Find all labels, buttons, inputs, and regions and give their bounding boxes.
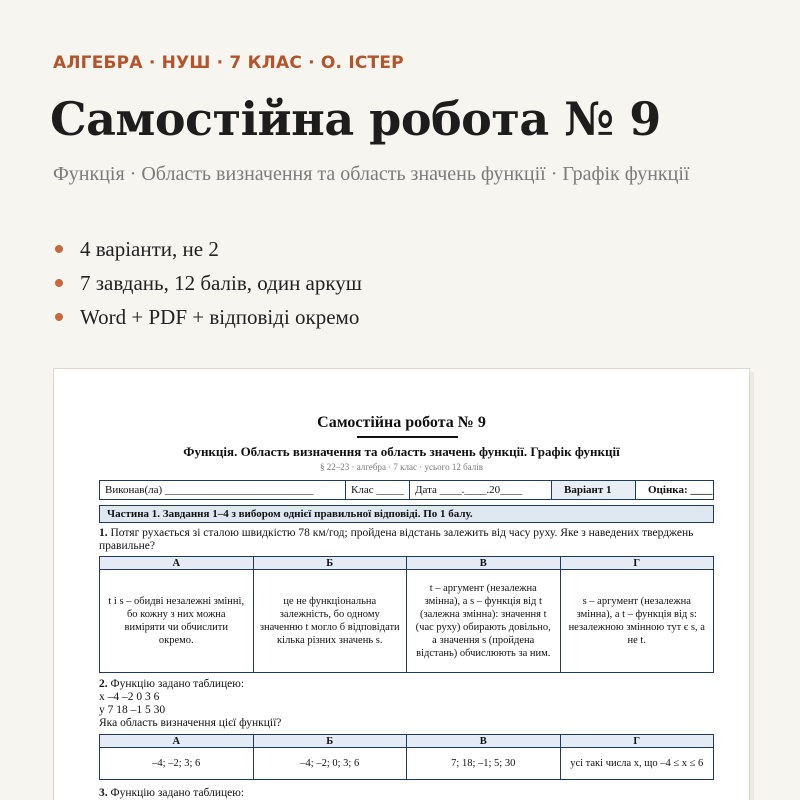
- option-header: А: [100, 557, 254, 570]
- feature-text: 4 варіанти, не 2: [80, 236, 219, 261]
- feature-text: Word + PDF + відповіді окремо: [80, 304, 360, 329]
- page-title: Самостійна робота № 9: [50, 92, 661, 146]
- question-text: Функцію задано таблицею:: [107, 787, 245, 799]
- option-header: Г: [560, 557, 714, 570]
- question-number: 3.: [99, 787, 108, 799]
- bullet-dot-icon: [55, 279, 63, 287]
- answer-option: t і s – обидві незалежні змінні, бо кожну з них можна виміряти чи обчислити окремо.: [100, 570, 254, 673]
- answer-option: s – аргумент (незалежна змінна), а t – функція від s: незалежною змінною тут є s, а не t.: [560, 570, 714, 673]
- title-underline: [357, 436, 458, 438]
- answer-table-1: [99, 556, 714, 673]
- eyebrow-label: АЛГЕБРА · НУШ · 7 КЛАС · О. ІСТЕР: [53, 53, 404, 73]
- page-subtitle: Функція · Область визначення та область значень функції · Графік функції: [53, 163, 690, 185]
- option-header: В: [407, 557, 561, 570]
- option-header: Б: [253, 557, 407, 570]
- feature-item: [53, 300, 362, 334]
- answer-option: це не функціональна залежність, бо одному значенню t могло б відповідати кілька різних значень s.: [253, 570, 407, 673]
- question-2: [99, 678, 719, 730]
- feature-list: [53, 232, 362, 334]
- question-prompt: Яка область визначення цієї функції?: [99, 717, 282, 729]
- worksheet-subtitle: Функція. Область визначення та область значень функції. Графік функції: [183, 444, 620, 459]
- question-number: 1.: [99, 527, 108, 539]
- question-text: Потяг рухається зі сталою швидкістю 78 км/год; пройдена відстань залежить від часу руху. Яке з наведених тверджень правильне?: [99, 527, 694, 552]
- student-info-row: [99, 480, 714, 500]
- option-header: Г: [560, 735, 714, 748]
- feature-item: [53, 232, 362, 266]
- worksheet-meta: § 22–23 · алгебра · 7 клас · усього 12 балів: [319, 462, 483, 472]
- function-table-x-row: x –4 –2 0 3 6: [99, 691, 160, 703]
- function-table-y-row: y 7 18 –1 5 30: [99, 704, 166, 716]
- question-1: [99, 527, 719, 553]
- option-header: Б: [253, 735, 407, 748]
- answer-table-2: [99, 734, 714, 780]
- answer-option: усі такі числа x, що –4 ≤ x ≤ 6: [560, 748, 714, 780]
- option-header: В: [407, 735, 561, 748]
- feature-text: 7 завдань, 12 балів, один аркуш: [80, 270, 362, 295]
- date-field: Дата ____.____.20____: [410, 481, 552, 499]
- bullet-dot-icon: [55, 245, 63, 253]
- grade-field: Оцінка: ____: [648, 484, 713, 496]
- worksheet-preview: [53, 368, 750, 800]
- option-header: А: [100, 735, 254, 748]
- student-name-field: Виконав(ла) ___________________________: [100, 481, 346, 499]
- answer-option: –4; –2; 0; 3; 6: [253, 748, 407, 780]
- answer-option: t – аргумент (незалежна змінна), а s – функція від t (залежна змінна): значення t (час руху) обирають довільно, а значення s (пройдена відстань) обчислюють за ним.: [407, 570, 561, 673]
- class-field: Клас _____: [346, 481, 410, 499]
- answer-option: –4; –2; 3; 6: [100, 748, 254, 780]
- part-heading: Частина 1. Завдання 1–4 з вибором однієї правильної відповіді. По 1 балу.: [99, 505, 714, 523]
- variant-label: Варіант 1: [552, 481, 636, 499]
- feature-item: [53, 266, 362, 300]
- bullet-dot-icon: [55, 313, 63, 321]
- question-3: [99, 787, 719, 800]
- answer-option: 7; 18; –1; 5; 30: [407, 748, 561, 780]
- question-text: Функцію задано таблицею:: [107, 678, 245, 690]
- question-number: 2.: [99, 678, 108, 690]
- worksheet-title: Самостійна робота № 9: [317, 414, 486, 431]
